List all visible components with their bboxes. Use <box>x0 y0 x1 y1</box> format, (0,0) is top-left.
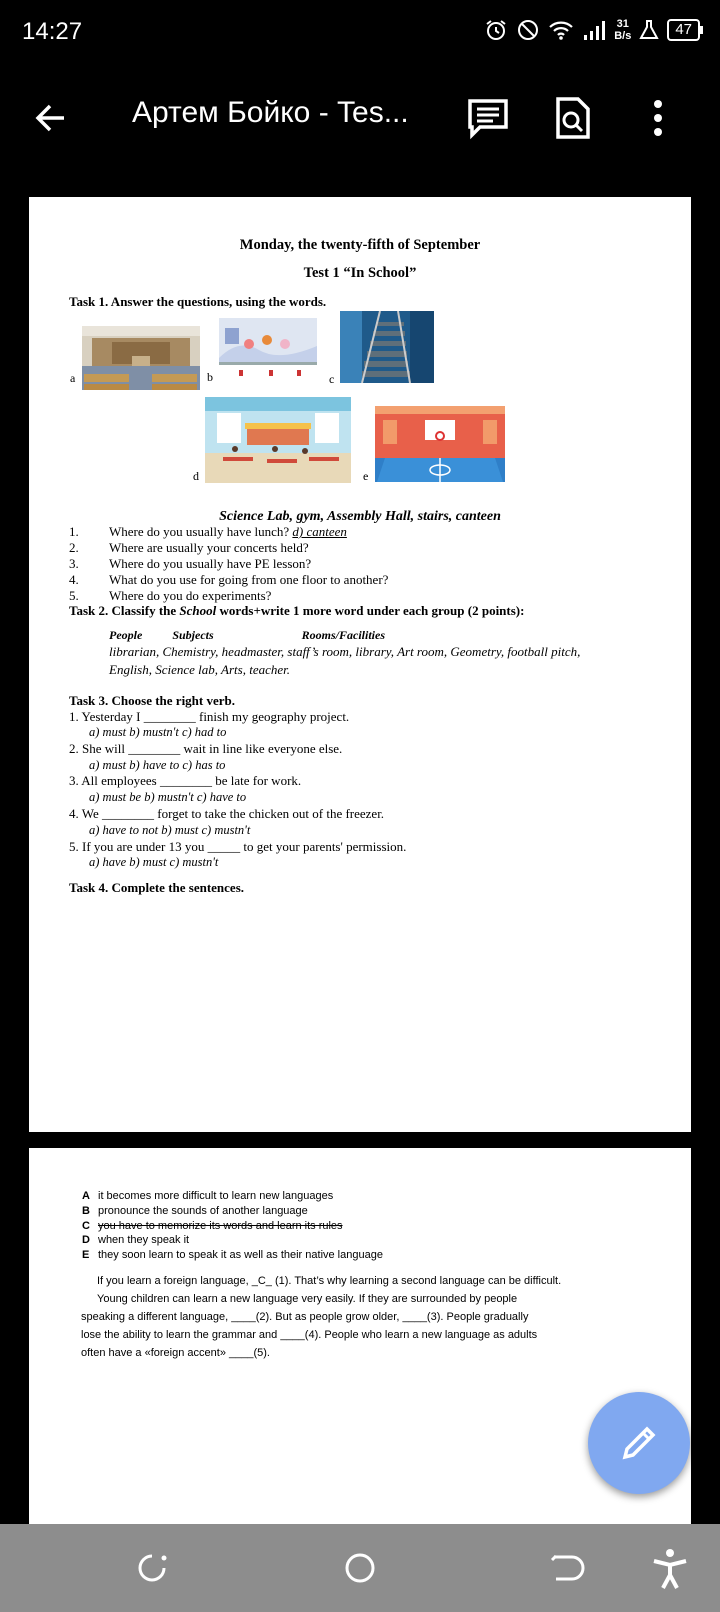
task3-sentence: 5. If you are under 13 you _____ to get your parents' permission. <box>69 839 407 854</box>
stairs-picture <box>340 311 434 383</box>
passage-line: Young children can learn a new language very easily. If they are surrounded by people <box>97 1293 518 1305</box>
picture-label-b: b <box>207 370 213 384</box>
back-nav-icon[interactable] <box>546 1546 590 1590</box>
app-bar <box>0 76 720 160</box>
signal-icon <box>582 18 606 42</box>
question-number: 1. <box>69 524 79 539</box>
task2-words-line-2: English, Science lab, Arts, teacher. <box>109 662 291 677</box>
picture-label-a: a <box>70 371 76 385</box>
passage-line: lose the ability to learn the grammar and ____(4). People who learn a new language as adults <box>81 1329 538 1341</box>
task3-sentence: 4. We ________ forget to take the chicken out of the freezer. <box>69 806 385 821</box>
task3-sentence: 1. Yesterday I ________ finish my geography project. <box>69 709 350 724</box>
science-lab-picture <box>219 318 317 384</box>
task3-heading: Task 3. Choose the right verb. <box>69 693 236 708</box>
picture-label-e: e <box>363 469 369 483</box>
document-title: Артем Бойко - Tes... <box>132 96 409 129</box>
status-icons <box>484 18 700 42</box>
option-text: when they speak it <box>98 1234 190 1246</box>
column-rooms: Rooms/Facilities <box>301 628 386 642</box>
task2-words-line-1: librarian, Chemistry, headmaster, staff’s room, library, Art room, Geometry, football pitch, <box>109 644 581 659</box>
alarm-icon <box>484 18 508 42</box>
arrow-left-icon[interactable] <box>30 98 70 138</box>
task2-heading-part: words+write 1 more word under each group (2 points): <box>216 603 525 618</box>
question-text: What do you use for going from one floor to another? <box>109 572 389 587</box>
status-time: 14:27 <box>22 18 83 45</box>
option-text: pronounce the sounds of another language <box>98 1205 308 1217</box>
task3-options: a) must b) mustn't c) had to <box>89 725 227 739</box>
document-page-1 <box>29 197 691 1132</box>
date-heading: Monday, the twenty-fifth of September <box>239 237 481 253</box>
task3-options: a) have to not b) must c) mustn't <box>89 823 251 837</box>
picture-label-c: c <box>329 372 335 386</box>
passage-line: often have a «foreign accent» ____(5). <box>81 1347 270 1359</box>
status-bar <box>0 0 720 66</box>
option-c <box>82 1220 343 1232</box>
question-number: 5. <box>69 588 79 603</box>
question-text <box>109 524 347 540</box>
network-speed-unit: B/s <box>614 30 632 42</box>
task3-options: a) have b) must c) mustn't <box>89 855 219 869</box>
task2-heading-school: School <box>179 603 217 618</box>
find-in-page-icon[interactable] <box>550 96 594 140</box>
comment-icon[interactable] <box>466 96 510 140</box>
more-vert-icon[interactable] <box>636 96 680 140</box>
wifi-icon <box>548 18 574 42</box>
question-number: 4. <box>69 572 79 587</box>
question-text-1: Where do you usually have lunch? <box>109 524 290 539</box>
question-text: Where do you do experiments? <box>109 588 272 603</box>
option-letter: A <box>82 1190 90 1202</box>
passage-line: If you learn a foreign language, _C_ (1). That’s why learning a second language can be difficult. <box>97 1275 562 1287</box>
question-number: 3. <box>69 556 79 571</box>
task2-heading-part: Task 2. Classify the <box>69 603 180 618</box>
pencil-icon <box>619 1423 659 1463</box>
recents-icon[interactable] <box>130 1546 174 1590</box>
option-text: you have to memorize its words and learn its rules <box>98 1220 343 1232</box>
task4-heading: Task 4. Complete the sentences. <box>69 880 245 895</box>
task3-sentence: 2. She will ________ wait in line like everyone else. <box>69 741 343 756</box>
option-d <box>82 1234 189 1246</box>
task3-options: a) must b) have to c) has to <box>89 758 226 772</box>
option-letter: C <box>82 1220 90 1232</box>
column-people: People <box>109 628 143 642</box>
task3-options: a) must be b) mustn't c) have to <box>89 790 247 804</box>
question-number: 2. <box>69 540 79 555</box>
question-text: Where are usually your concerts held? <box>109 540 309 555</box>
document-page-2 <box>29 1148 691 1524</box>
canteen-picture <box>205 397 351 483</box>
word-list: Science Lab, gym, Assembly Hall, stairs, canteen <box>219 509 501 524</box>
test-heading: Test 1 “In School” <box>303 265 417 281</box>
assembly-hall-picture <box>82 326 200 390</box>
do-not-disturb-icon <box>516 18 540 42</box>
task1-heading: Task 1. Answer the questions, using the words. <box>69 294 327 309</box>
question-text: Where do you usually have PE lesson? <box>109 556 312 571</box>
option-e <box>82 1249 383 1261</box>
option-text: it becomes more difficult to learn new languages <box>98 1190 334 1202</box>
battery-indicator: 47 <box>667 19 700 41</box>
network-speed-value: 31 <box>616 18 629 30</box>
gym-picture <box>375 406 505 482</box>
column-subjects: Subjects <box>172 628 214 642</box>
network-speed <box>614 18 631 42</box>
option-a <box>82 1190 333 1202</box>
passage-line: speaking a different language, ____(2). But as people grow older, ____(3). People gradually <box>81 1311 529 1323</box>
option-letter: B <box>82 1205 90 1217</box>
task3-sentence: 3. All employees ________ be late for work. <box>69 773 302 788</box>
option-letter: D <box>82 1234 90 1246</box>
flask-icon <box>639 19 659 41</box>
task2-heading <box>69 603 524 619</box>
accessibility-icon[interactable] <box>648 1546 692 1590</box>
option-text: they soon learn to speak it as well as their native language <box>98 1249 383 1261</box>
edit-fab-button[interactable] <box>588 1392 690 1494</box>
home-icon[interactable] <box>338 1546 382 1590</box>
option-letter: E <box>82 1249 90 1261</box>
task2-columns <box>109 628 385 643</box>
question-answer: d) canteen <box>292 524 347 539</box>
navigation-bar <box>0 1524 720 1612</box>
option-b <box>82 1205 308 1217</box>
picture-label-d: d <box>193 469 199 483</box>
